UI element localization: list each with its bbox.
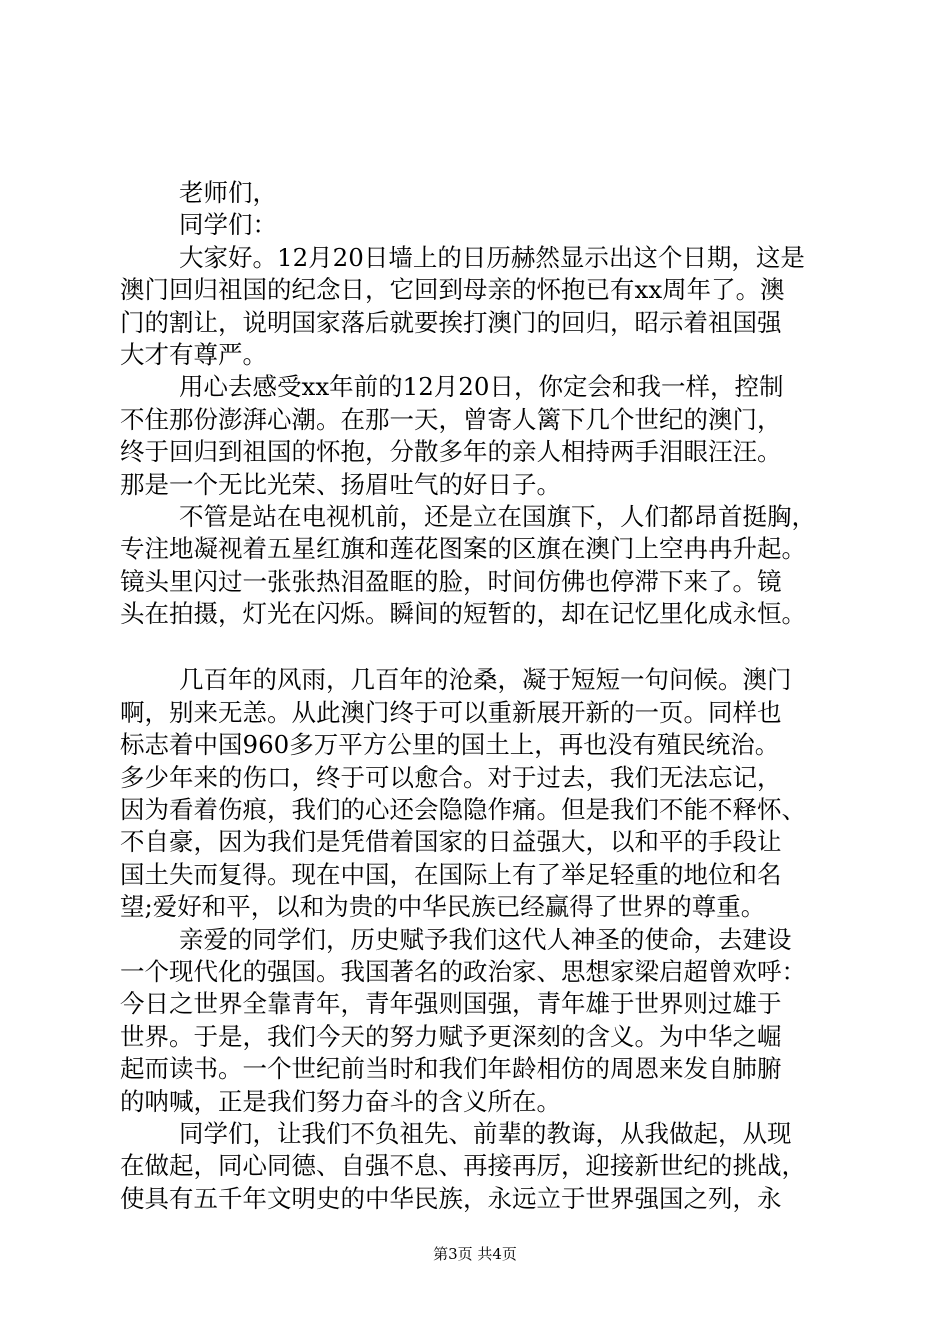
text-line: 世界。于是，我们今天的努力赋予更深刻的含义。为中华之崛 <box>120 1021 782 1051</box>
text-line: 一个现代化的强国。我国著名的政治家、思想家梁启超曾欢呼： <box>120 956 806 986</box>
text-line: 不住那份澎湃心潮。在那一天，曾寄人篱下几个世纪的澳门， <box>120 404 782 434</box>
text-line: 专注地凝视着五星红旗和莲花图案的区旗在澳门上空冉冉升起。 <box>120 534 806 564</box>
text-line: 用心去感受xx年前的12月20日，你定会和我一样，控制 <box>179 372 784 402</box>
text-line: 多少年来的伤口，终于可以愈合。对于过去，我们无法忘记， <box>120 762 782 792</box>
text-line: 头在拍摄，灯光在闪烁。瞬间的短暂的，却在记忆里化成永恒。 <box>120 599 806 629</box>
text-line: 门的割让，说明国家落后就要挨打澳门的回归，昭示着祖国强 <box>120 307 782 337</box>
text-line: 今日之世界全靠青年，青年强则国强，青年雄于世界则过雄于 <box>120 989 782 1019</box>
text-line: 几百年的风雨，几百年的沧桑，凝于短短一句问候。澳门 <box>179 665 792 695</box>
text-line: 亲爱的同学们，历史赋予我们这代人神圣的使命，去建设 <box>179 924 792 954</box>
document-body <box>120 177 832 1215</box>
text-line: 使具有五千年文明史的中华民族，永远立于世界强国之列，永 <box>120 1183 782 1213</box>
text-line: 不管是站在电视机前，还是立在国旗下，人们都昂首挺胸， <box>179 501 816 531</box>
text-line: 大家好。12月20日墙上的日历赫然显示出这个日期，这是 <box>179 242 805 272</box>
text-line: 的呐喊，正是我们努力奋斗的含义所在。 <box>120 1086 561 1116</box>
text-line: 镜头里闪过一张张热泪盈眶的脸，时间仿佛也停滞下来了。镜 <box>120 566 782 596</box>
salutation-teachers: 老师们， <box>179 178 277 207</box>
page-number-footer: 第3页 共4页 <box>433 1245 517 1263</box>
text-line: 国土失而复得。现在中国，在国际上有了举足轻重的地位和名 <box>120 859 782 889</box>
text-line: 在做起，同心同德、自强不息、再接再厉，迎接新世纪的挑战， <box>120 1151 806 1181</box>
text-line: 终于回归到祖国的怀抱，分散多年的亲人相持两手泪眼汪汪。 <box>120 437 782 467</box>
salutation-students: 同学们： <box>179 210 277 240</box>
text-line: 起而读书。一个世纪前当时和我们年龄相仿的周恩来发自肺腑 <box>120 1054 782 1084</box>
text-line: 不自豪，因为我们是凭借着国家的日益强大，以和平的手段让 <box>120 827 782 857</box>
text-line: 同学们，让我们不负祖先、前辈的教诲，从我做起，从现 <box>179 1118 792 1148</box>
text-line: 那是一个无比光荣、扬眉吐气的好日子。 <box>120 469 561 499</box>
text-line: 大才有尊严。 <box>120 339 267 369</box>
text-line: 标志着中国960多万平方公里的国土上，再也没有殖民统治。 <box>120 730 780 760</box>
text-line: 澳门回归祖国的纪念日，它回到母亲的怀抱已有xx周年了。澳 <box>120 275 785 305</box>
text-line: 因为看着伤痕，我们的心还会隐隐作痛。但是我们不能不释怀、 <box>120 795 806 825</box>
paragraph-gap <box>120 630 832 664</box>
text-line: 啊，别来无恙。从此澳门终于可以重新展开新的一页。同样也 <box>120 697 782 727</box>
text-line: 望;爱好和平，以和为贵的中华民族已经赢得了世界的尊重。 <box>120 892 766 922</box>
